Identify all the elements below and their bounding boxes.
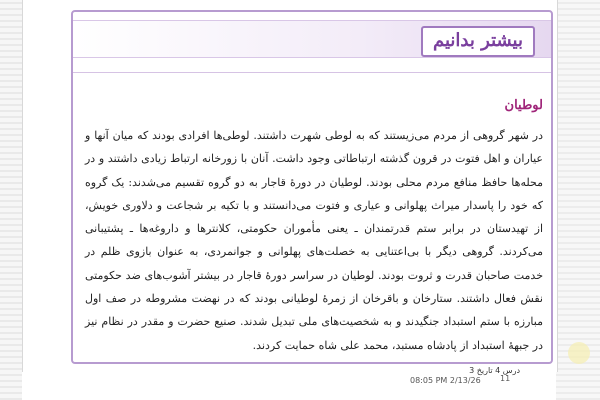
corner-logo-mark bbox=[568, 342, 590, 364]
right-background-strip bbox=[556, 0, 600, 400]
body-paragraph: در شهر گروهی از مردم می‌زیستند که به لوطی شهرت داشتند. لوطی‌ها افرادی بودند که میان آنها و عیاران و اهل فتوت در قرون گذشته ارتباطاتی وجود داشت. آنان با زورخانه ارتباط زیادی داشتند و در محله‌ها حافظ منافع مردم محلی بودند. لوطیان در دورهٔ قاجار به دو گروه تقسیم می‌شدند: یک گروه که خود را پاسدار میراث پهلوانی و عیاری و فتوت می‌دانستند و با تکیه بر شجاعت و دلاوری خویش، از تهیدستان در برابر ستم قدرتمندان ـ یعنی مأموران حکومتی، کلانترها و داروغه‌ها ـ پشتیبانی می‌کردند. گروهی دیگر با بی‌اعتنایی به خصلت‌های پهلوانی و جوانمردی، به عنوان بازوی ظلم در خدمت صاحبان قدرت و ثروت بودند. لوطیان در سراسر دورهٔ قاجار در بیشتر آشوب‌های ضد حکومتی نقش فعال داشتند. ستارخان و باقرخان از زمرهٔ لوطیانی بودند که در نهضت مشروطه در صف اول مبارزه با ستم استبداد جنگیدند و به شخصیت‌های ملی تبدیل شدند. صنیع حضرت و مقدر در نظام نیز در جبههٔ استبداد از پادشاه مستبد، محمد علی شاه حمایت کردند. bbox=[85, 129, 543, 352]
footer-lesson: درس 4 تاریخ 3 bbox=[469, 366, 520, 375]
footer-timestamp: 08:05 PM 2/13/26 bbox=[410, 376, 481, 385]
footer-page-number: 11 bbox=[500, 374, 511, 383]
slide-page bbox=[22, 0, 558, 372]
left-background-strip bbox=[0, 0, 22, 400]
slide-title: بیشتر بدانیم bbox=[421, 26, 535, 57]
title-divider bbox=[73, 72, 551, 73]
content-frame bbox=[71, 10, 553, 364]
section-heading: لوطیان bbox=[504, 98, 543, 113]
